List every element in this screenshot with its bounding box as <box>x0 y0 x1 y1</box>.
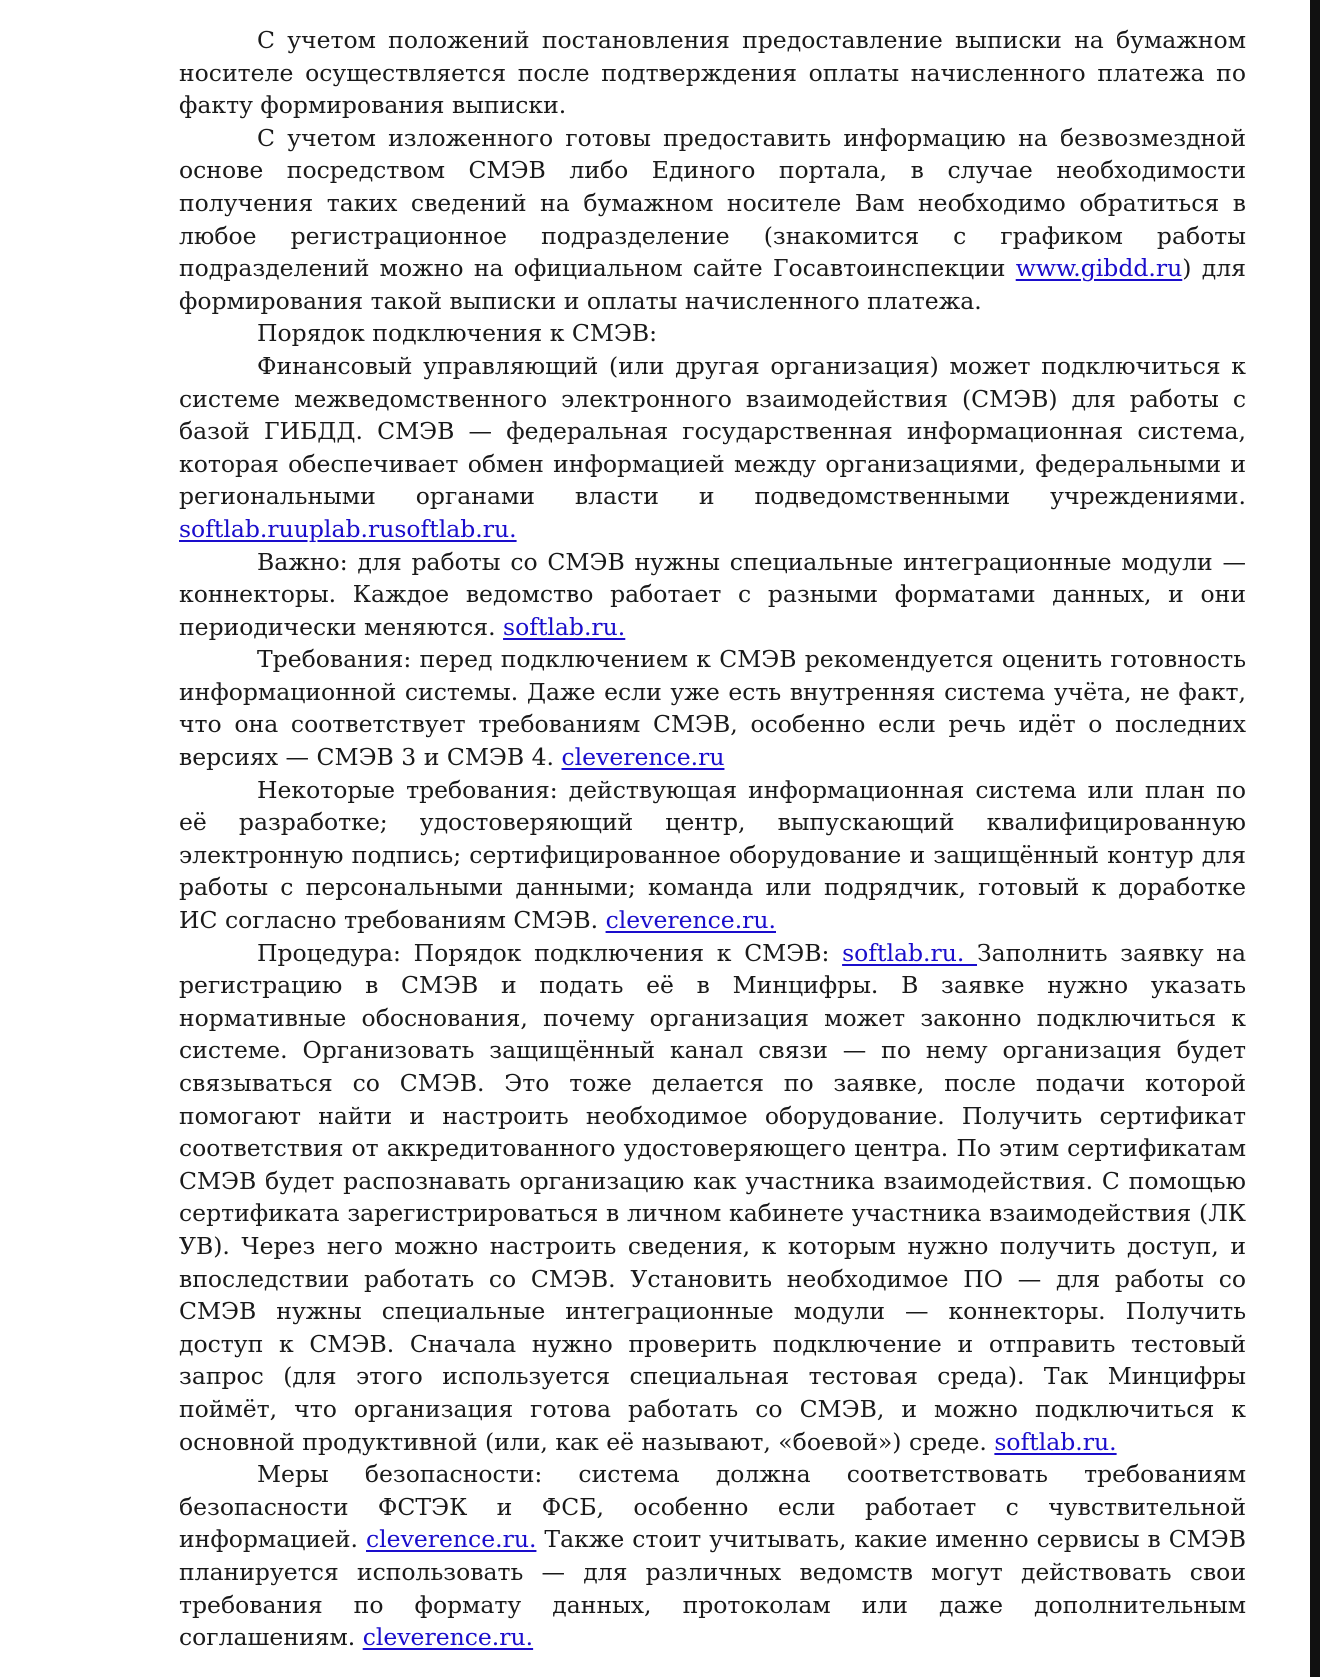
paragraph-text: С учетом положений постановления предоставление выписки на бумажном носителе осуществляется после подтверждения оплаты начисленного платежа по факту формирования выписки. <box>179 26 1246 120</box>
paragraph-important-connectors <box>179 546 1246 644</box>
paragraph-text: Важно: для работы со СМЭВ нужны специальные интеграционные модули — коннекторы. Каждое ведомство работает с разными форматами данных, и они периодически меняются. <box>179 547 1246 641</box>
link-softlab-combined[interactable]: softlab.ruuplab.rusoftlab.ru. <box>179 514 517 543</box>
paragraph-security-measures <box>179 1458 1246 1654</box>
paragraph-requirements <box>179 643 1246 773</box>
paragraph-procedure <box>179 937 1246 1459</box>
paragraph-text: Финансовый управляющий (или другая организация) может подключиться к системе межведомственного электронного взаимодействия (СМЭВ) для работы с базой ГИБДД. СМЭВ — федеральная государственная информационная система, которая обеспечивает обмен информацией между организациями, федеральными и региональными органами власти и подведомственными учреждениями. <box>179 351 1246 511</box>
paragraph-text: С учетом изложенного готовы предоставить информацию на безвозмездной основе посредством СМЭВ либо Единого портала, в случае необходимости получения таких сведений на бумажном носителе Вам необходимо обратиться в любое регистрационное подразделение (знакомится с графиком работы подразделений можно на официальном сайте Госавтоинспекции <box>179 123 1246 283</box>
document-body <box>179 24 1246 1654</box>
paragraph-text: Заполнить заявку на регистрацию в СМЭВ и подать её в Минцифры. В заявке нужно указать нормативные обоснования, почему организация может законно подключиться к системе. Организовать защищённый канал связи — по нему организация будет связываться со СМЭВ. Это тоже делается по заявке, после подачи которой помогают найти и настроить необходимое оборудование. Получить сертификат соответствия от аккредитованного удостоверяющего центра. По этим сертификатам СМЭВ будет распознавать организацию как участника взаимодействия. С помощью сертификата зарегистрироваться в личном кабинете участника взаимодействия (ЛК УВ). Через него можно настроить сведения, к которым нужно получить доступ, и впоследствии работать со СМЭВ. Установить необходимое ПО — для работы со СМЭВ нужны специальные интеграционные модули — коннекторы. Получить доступ к СМЭВ. Сначала нужно проверить подключение и отправить тестовый запрос (для этого используется специальная тестовая среда). Так Минцифры поймёт, что организация готова работать со СМЭВ, и можно подключиться к основной продуктивной (или, как её называют, «боевой») среде. <box>179 938 1246 1456</box>
paragraph-free-provision <box>179 122 1246 318</box>
link-softlab[interactable]: softlab.ru. <box>842 938 978 967</box>
link-gibdd[interactable]: www.gibdd.ru <box>1015 254 1183 283</box>
link-softlab-end[interactable]: softlab.ru. <box>994 1427 1117 1456</box>
paragraph-statement-note <box>179 24 1246 122</box>
paragraph-text: Меры безопасности: система должна соответствовать требованиям безопасности ФСТЭК и ФСБ, особенно если работает с чувствительной информацией. <box>179 1460 1246 1554</box>
paragraph-text: Некоторые требования: действующая информационная система или план по её разработке; удостоверяющий центр, выпускающий квалифицированную электронную подпись; сертифицированное оборудование и защищённый контур для работы с персональными данными; команда или подрядчик, готовый к доработке ИС согласно требованиям СМЭВ. <box>179 775 1246 935</box>
link-cleverence[interactable]: cleverence.ru <box>561 743 725 772</box>
paragraph-financial-manager <box>179 350 1246 546</box>
paragraph-text: Процедура: Порядок подключения к СМЭВ: <box>257 938 843 967</box>
paragraph-text: Порядок подключения к СМЭВ: <box>257 319 658 348</box>
link-cleverence[interactable]: cleverence.ru. <box>366 1525 537 1554</box>
paragraph-some-requirements <box>179 774 1246 937</box>
link-softlab[interactable]: softlab.ru. <box>503 612 626 641</box>
link-cleverence[interactable]: cleverence.ru. <box>605 906 776 935</box>
link-cleverence-end[interactable]: cleverence.ru. <box>362 1623 534 1652</box>
paragraph-text: ) для формирования такой выписки и оплаты начисленного платежа. <box>179 254 1246 315</box>
paragraph-text: Также стоит учитывать, какие именно сервисы в СМЭВ планируется использовать — для различных ведомств могут действовать свои требования по формату данных, протоколам или даже дополнительным соглашениям. <box>179 1525 1246 1652</box>
right-edge-strip <box>1310 0 1320 1677</box>
paragraph-heading-connection-order <box>179 317 1246 350</box>
paragraph-text: Требования: перед подключением к СМЭВ рекомендуется оценить готовность информационной системы. Даже если уже есть внутренняя система учёта, не факт, что она соответствует требованиям СМЭВ, особенно если речь идёт о последних версиях — СМЭВ 3 и СМЭВ 4. <box>179 645 1246 772</box>
